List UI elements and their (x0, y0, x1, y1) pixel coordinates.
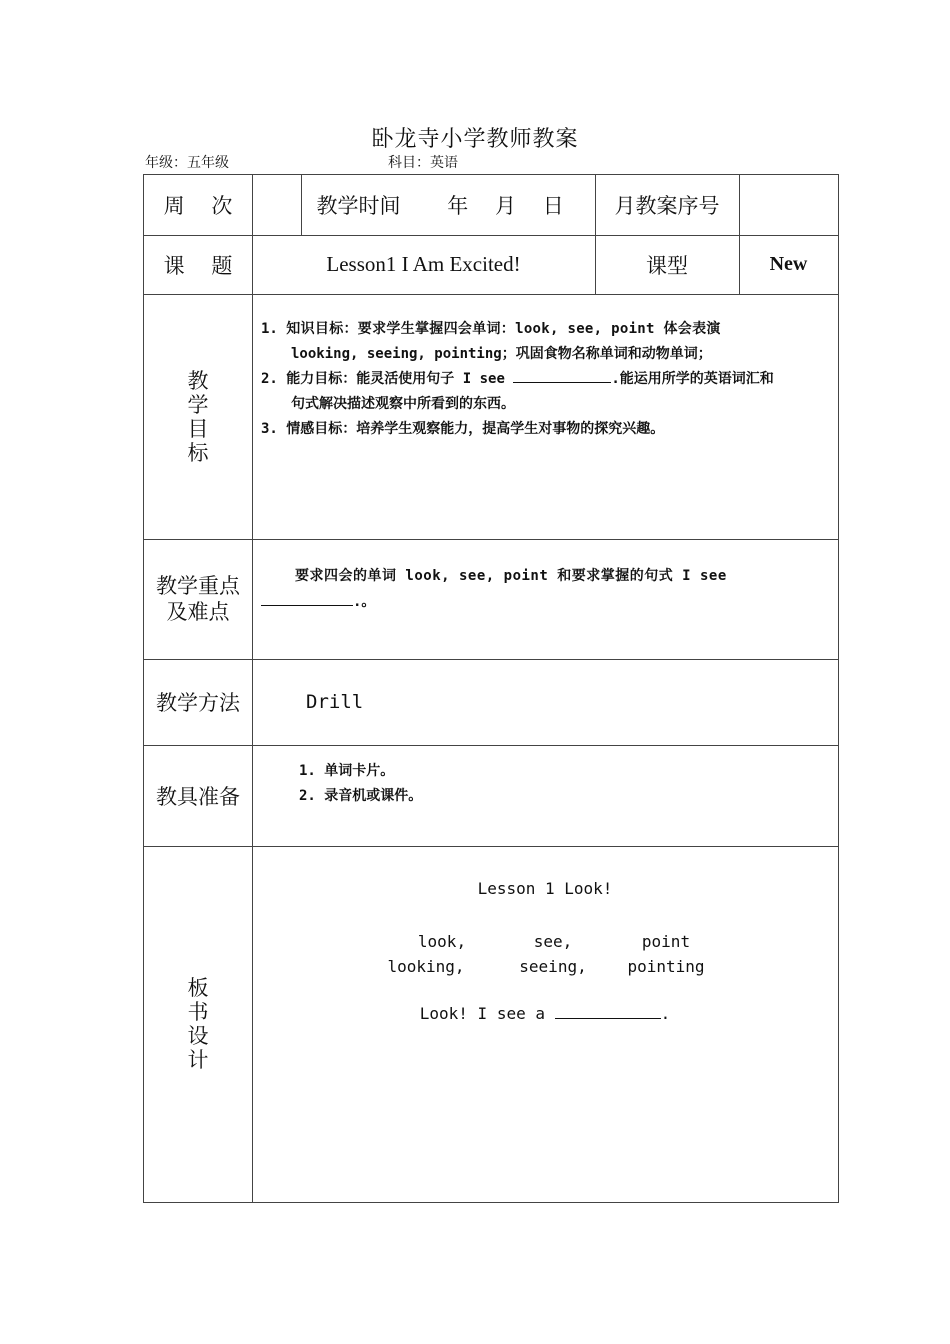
lesson-plan-table (143, 174, 839, 1203)
objectives-label-char: 学 (187, 392, 209, 417)
board-word: looking, (387, 957, 465, 976)
objectives-list (261, 317, 833, 442)
board-sentence (252, 1004, 838, 1023)
plan-sequence-value (739, 175, 838, 235)
week-label: 周 次 (163, 194, 233, 218)
objectives-label (144, 294, 252, 539)
objective-number: 3. (261, 421, 278, 437)
subject-label: 科目：英语 (388, 155, 458, 171)
week-value (252, 175, 301, 235)
objective-item (261, 417, 833, 442)
materials-list (299, 759, 799, 809)
grade-label: 年级：五年级 (145, 155, 229, 171)
material-text: 录音机或课件。 (324, 788, 423, 804)
material-number: 2. (299, 788, 316, 804)
key-points-line: .。 (353, 594, 376, 610)
board-label-char: 计 (187, 1048, 209, 1072)
board-design-label (144, 846, 252, 1202)
board-sentence-text: . (660, 1004, 671, 1023)
answer-blank (261, 605, 353, 606)
board-word: point (641, 932, 691, 951)
date-label: 年 月 日 (447, 194, 564, 218)
objective-text: 知识目标：要求学生掌握四会单词：look, see, point 体会表演 (286, 321, 721, 337)
objectives-label-char: 教 (187, 368, 209, 393)
board-word: look, (417, 932, 467, 951)
page-title: 卧龙寺小学教师教案 (371, 127, 579, 152)
board-label-char: 设 (187, 1024, 209, 1048)
topic-label: 课 题 (163, 253, 233, 278)
column-divider (252, 175, 253, 1202)
objective-number: 2. (261, 371, 278, 387)
objective-number: 1. (261, 321, 278, 337)
material-item (299, 784, 799, 809)
board-label-char: 板 (187, 976, 209, 1000)
lesson-type-value: New (769, 253, 808, 275)
objectives-label-char: 目 (187, 416, 209, 441)
key-points-line: 要求四会的单词 look, see, point 和要求掌握的句式 I see (295, 568, 727, 584)
method-label: 教学方法 (156, 691, 240, 715)
objective-text: 情感目标：培养学生观察能力，提高学生对事物的探究兴趣。 (286, 421, 665, 437)
method-value: Drill (306, 691, 364, 713)
board-word: seeing, (519, 957, 587, 976)
objective-item (261, 367, 833, 392)
key-points-text (261, 563, 833, 615)
answer-blank (555, 1018, 661, 1019)
board-label-char: 书 (187, 1000, 209, 1024)
plan-sequence-label: 月教案序号 (614, 194, 720, 218)
lesson-type-label: 课型 (646, 253, 688, 278)
objectives-label-char: 标 (187, 440, 209, 465)
objective-text: 句式解决描述观察中所看到的东西。 (291, 396, 515, 412)
board-heading: Lesson 1 Look! (477, 879, 613, 898)
materials-label: 教具准备 (156, 784, 240, 809)
key-points-label-line: 及难点 (166, 600, 230, 624)
objective-text: .能运用所学的英语词汇和 (611, 371, 774, 387)
material-item (299, 759, 799, 784)
material-number: 1. (299, 763, 316, 779)
objective-text: looking, seeing, pointing；巩固食物名称单词和动物单词； (291, 346, 712, 362)
answer-blank (513, 382, 611, 383)
key-points-label-line: 教学重点 (156, 574, 240, 598)
topic-value: Lesson1 I Am Excited! (326, 252, 521, 276)
board-sentence-text: Look! I see a (419, 1004, 555, 1023)
key-points-label (144, 539, 252, 659)
teaching-time-label: 教学时间 (316, 194, 401, 218)
material-text: 单词卡片。 (324, 763, 395, 779)
board-word: pointing (627, 957, 705, 976)
objective-item (261, 317, 833, 342)
board-word: see, (533, 932, 573, 951)
objective-text: 能力目标：能灵活使用句子 I see (286, 371, 514, 387)
